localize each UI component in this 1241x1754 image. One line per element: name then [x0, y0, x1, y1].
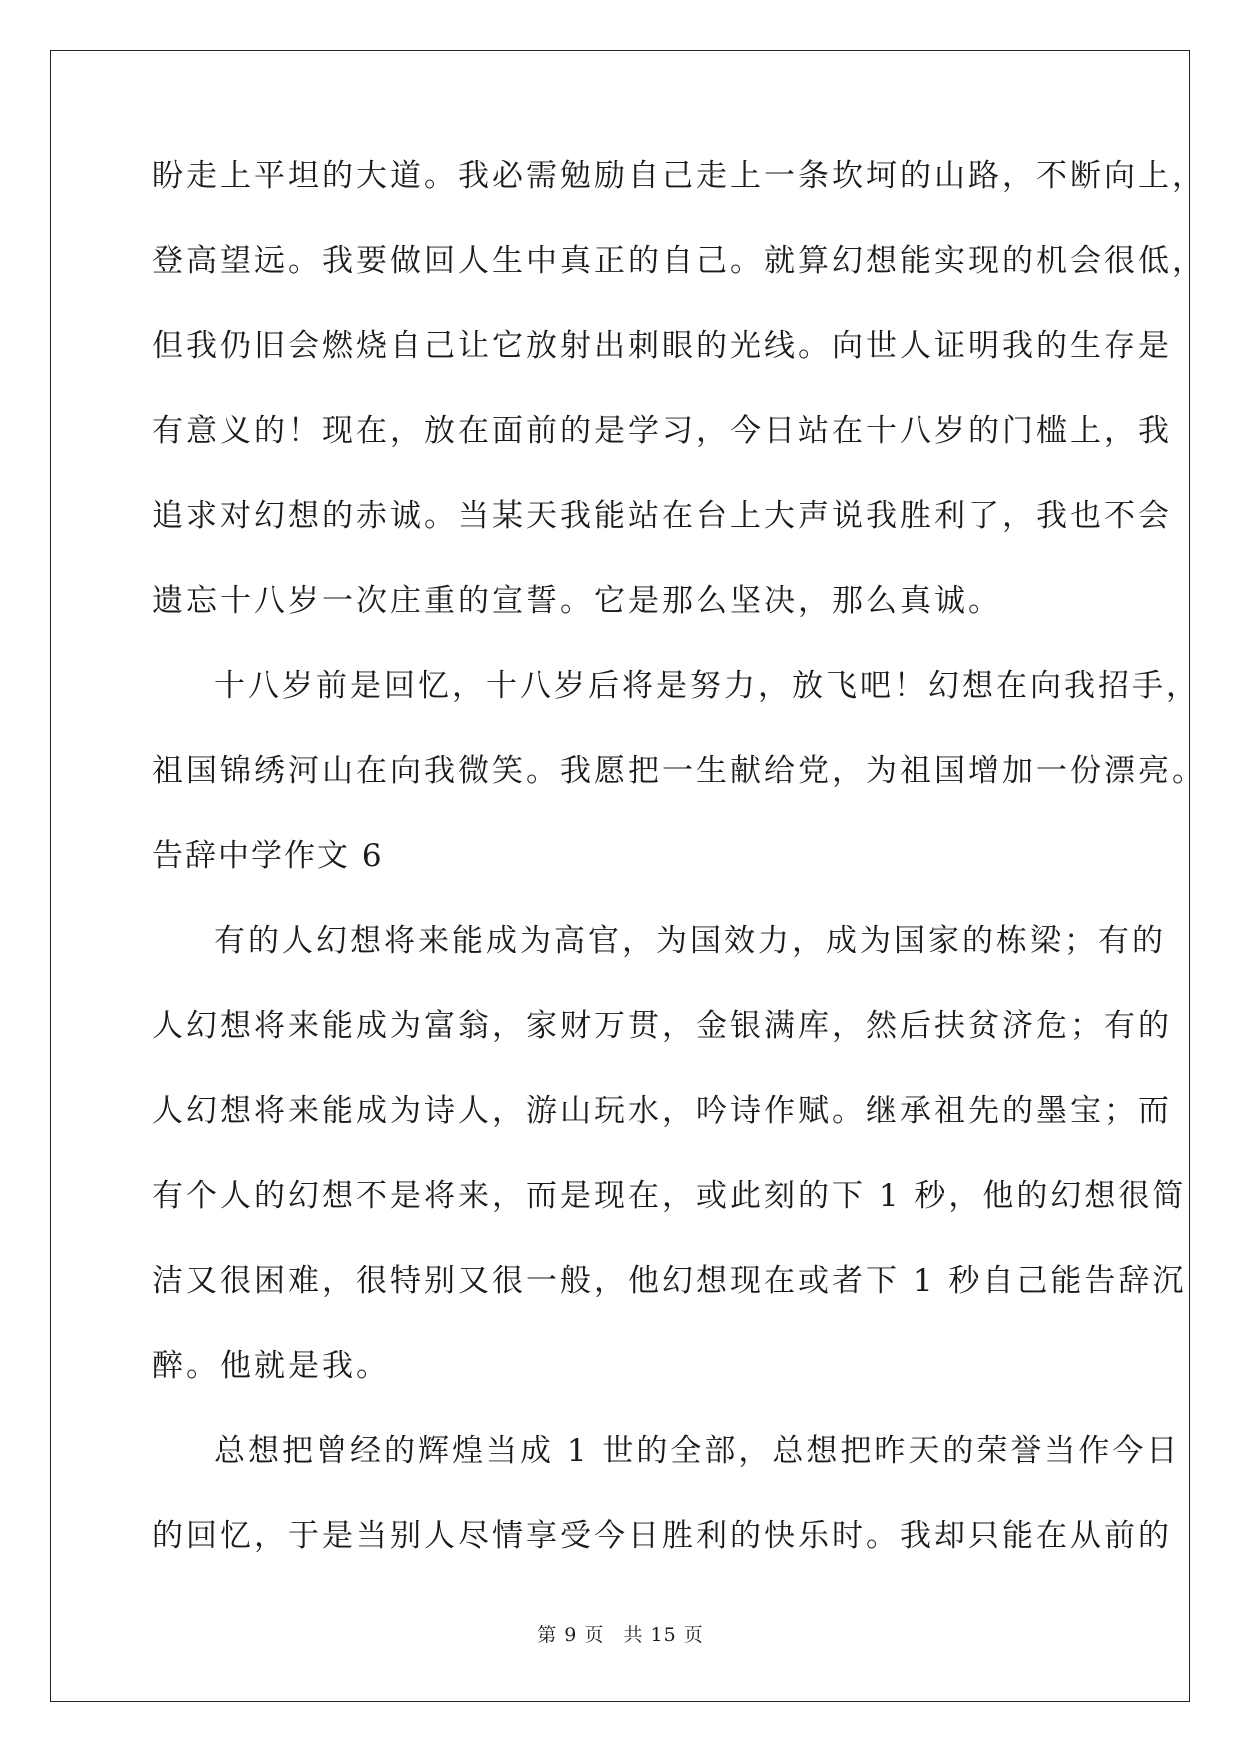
text-line: 醉。他就是我。: [152, 1348, 390, 1384]
text-line: 总想把曾经的辉煌当成 1 世的全部，总想把昨天的荣誉当作今日: [214, 1433, 1181, 1469]
text-line: 但我仍旧会燃烧自己让它放射出刺眼的光线。向世人证明我的生存是: [152, 328, 1172, 364]
text-line: 人幻想将来能成为诗人，游山玩水，吟诗作赋。继承祖先的墨宝；而: [152, 1093, 1172, 1129]
text-line: 的回忆，于是当别人尽情享受今日胜利的快乐时。我却只能在从前的: [152, 1518, 1172, 1554]
text-line: 人幻想将来能成为富翁，家财万贯，金银满库，然后扶贫济危；有的: [152, 1008, 1172, 1044]
text-line: 有的人幻想将来能成为高官，为国效力，成为国家的栋梁；有的: [214, 923, 1166, 959]
document-body: [152, 158, 1206, 1603]
text-line: 盼走上平坦的大道。我必需勉励自己走上一条坎坷的山路，不断向上，: [152, 158, 1206, 194]
text-line: 追求对幻想的赤诚。当某天我能站在台上大声说我胜利了，我也不会: [152, 498, 1172, 534]
section-heading: 告辞中学作文 6: [152, 838, 384, 874]
page-footer: [0, 1624, 1241, 1646]
page-number: 第 9 页: [537, 1624, 605, 1646]
text-line: 有个人的幻想不是将来，而是现在，或此刻的下 1 秒，他的幻想很简: [152, 1178, 1187, 1214]
text-line: 遗忘十八岁一次庄重的宣誓。它是那么坚决，那么真诚。: [152, 583, 1002, 619]
page-total: 共 15 页: [623, 1624, 704, 1646]
text-line: 有意义的！现在，放在面前的是学习，今日站在十八岁的门槛上，我: [152, 413, 1172, 449]
text-line: 祖国锦绣河山在向我微笑。我愿把一生献给党，为祖国增加一份漂亮。: [152, 753, 1206, 789]
text-line: 登高望远。我要做回人生中真正的自己。就算幻想能实现的机会很低，: [152, 243, 1206, 279]
text-line: 洁又很困难，很特别又很一般，他幻想现在或者下 1 秒自己能告辞沉: [152, 1263, 1187, 1299]
text-line: 十八岁前是回忆，十八岁后将是努力，放飞吧！幻想在向我招手，: [214, 668, 1200, 704]
